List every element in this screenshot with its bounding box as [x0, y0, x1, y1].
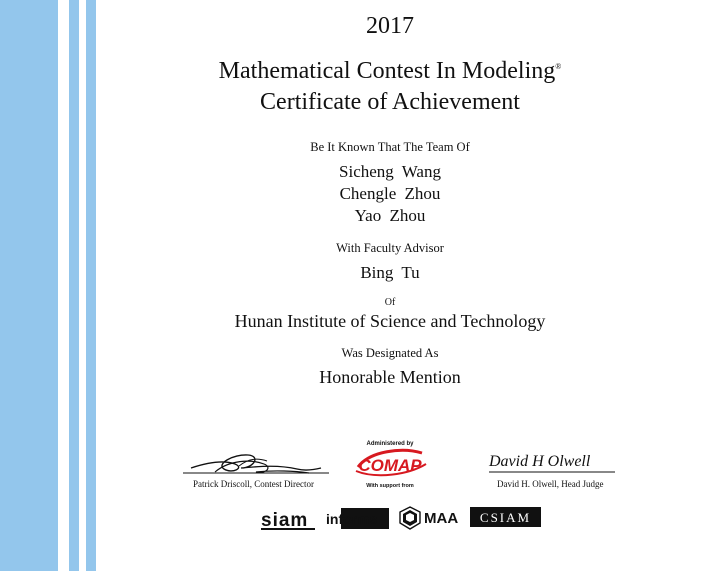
blue-stripe-inner-2	[86, 0, 96, 571]
maa-logo-text: MAA	[424, 510, 459, 527]
comap-logo	[350, 447, 430, 481]
director-caption: Patrick Driscoll, Contest Director	[193, 479, 314, 489]
team-member-1: Sicheng Wang	[339, 162, 441, 181]
institution-name: Hunan Institute of Science and Technology	[234, 311, 546, 331]
contest-year: 2017	[366, 13, 414, 39]
comap-wordmark: COMAP	[358, 456, 422, 475]
blue-stripe-inner-1	[69, 0, 79, 571]
advisor-name: Bing Tu	[360, 263, 420, 282]
administered-by-label: Administered by	[366, 441, 414, 447]
csiam-logo	[470, 507, 541, 527]
siam-logo	[259, 509, 321, 531]
informs-logo	[323, 505, 391, 531]
team-member-2: Chengle Zhou	[339, 184, 441, 203]
advisor-label: With Faculty Advisor	[336, 241, 444, 255]
director-signature	[181, 445, 331, 479]
designated-as-text: Was Designated As	[341, 346, 439, 360]
with-support-from-label: With support from	[366, 483, 414, 489]
of-label: Of	[384, 297, 396, 308]
judge-caption: David H. Olwell, Head Judge	[497, 479, 604, 489]
judge-signature-text: David H Olwell	[489, 453, 591, 470]
registered-mark: ®	[555, 62, 562, 71]
informs-logo-text: INFORMS	[326, 511, 378, 527]
maa-logo	[397, 505, 465, 531]
certificate-subtitle: Certificate of Achievement	[260, 89, 520, 115]
siam-logo-text: SIAM	[261, 510, 309, 531]
be-it-known-text: Be It Known That The Team Of	[310, 140, 470, 154]
contest-title-text: Mathematical Contest In Modeling	[218, 58, 556, 84]
award-name: Honorable Mention	[319, 367, 461, 387]
blue-stripe-outer	[0, 0, 58, 571]
contest-title	[190, 53, 590, 85]
csiam-logo-text: CSIAM	[479, 510, 532, 525]
judge-signature	[487, 448, 617, 476]
team-member-3: Yao Zhou	[354, 206, 426, 225]
